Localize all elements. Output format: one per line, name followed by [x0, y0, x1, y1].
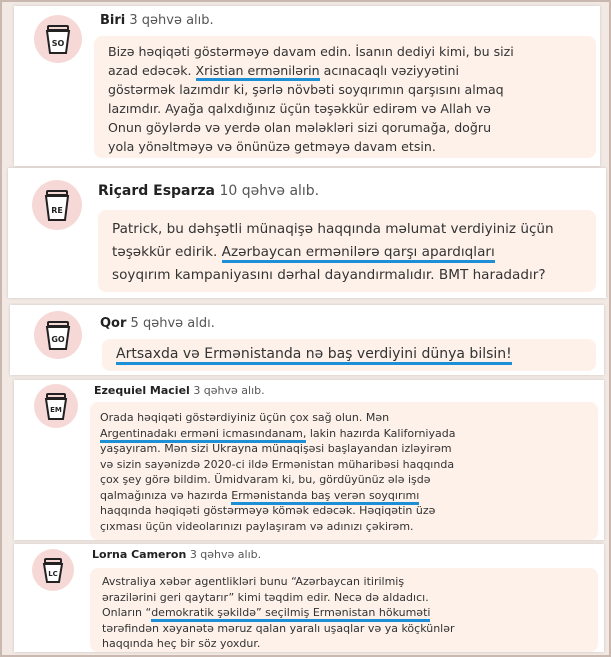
avatar-initials: SO [51, 39, 65, 48]
avatar-initials: RE [51, 206, 63, 215]
avatar-initials: EM [50, 406, 62, 414]
comment-line [100, 488, 598, 504]
comment-line [116, 343, 596, 365]
comment-text: tərəfindən xəyanətə məruz qalan yaralı uşaqlar və ya köçkünlər [102, 621, 455, 635]
comment-card [10, 305, 604, 375]
comment-text: lazımdır. Ayağa qalxdığınız üçün təşəkkür edirəm və Allah və [108, 101, 491, 116]
comment-text: Bizə həqiqəti göstərməyə davam edin. İsanın dediyi kimi, bu sizi [108, 44, 514, 59]
comment-bubble [90, 568, 598, 652]
avatar [32, 180, 82, 230]
comment-text: haqqında həqiqəti göstərməyə kömək edəcək. Həqiqətin üzə [100, 504, 436, 517]
comment-line [100, 519, 598, 535]
comment-header [94, 384, 265, 397]
comment-card [14, 380, 604, 540]
highlighted-phrase: Xristian ermənilərin [196, 63, 320, 81]
support-text: 5 qəhvə aldı. [130, 316, 215, 331]
comment-text: soyqırım kampaniyasını dərhal dayandırmalıdır. BMT haradadır? [112, 267, 546, 283]
comment-line [108, 118, 596, 137]
comment-line [108, 99, 596, 118]
comment-line [102, 605, 598, 621]
support-text: 3 qəhvə alıb. [129, 13, 214, 28]
avatar-initials: GO [51, 335, 65, 344]
support-text: 3 qəhvə alıb. [193, 384, 265, 397]
comment-text: azad edəcək. [108, 63, 196, 78]
supporter-name[interactable]: Qor [100, 316, 127, 331]
comment-line [112, 264, 596, 287]
comment-line [100, 410, 598, 426]
comment-text: ərazilərini geri qaytarır” kimi təqdim edir. Necə də aldadıcı. [102, 590, 429, 604]
comment-text: göstərmək lazımdır ki, şərlə növbəti soyqırımın qarşısını almaq [108, 82, 504, 97]
comment-body [102, 574, 598, 652]
comment-body [108, 42, 596, 156]
comment-body [100, 410, 598, 540]
comment-line [108, 61, 596, 80]
comment-text: lakin hazırda Kaliforniyada [306, 426, 456, 440]
comment-line [112, 218, 596, 241]
comment-header [100, 13, 214, 28]
comment-line [100, 503, 598, 519]
comment-bubble [102, 339, 596, 371]
comment-text: qalmağınıza və hazırda [100, 488, 232, 502]
comment-line [102, 621, 598, 637]
comment-text: Onun göylərdə və yerdə olan mələkləri sizi qorumağa, doğru [108, 120, 492, 135]
comment-line [102, 574, 598, 590]
comment-text: təşəkkür edirik. [112, 244, 222, 260]
comment-line [100, 441, 598, 457]
highlighted-phrase: Azərbaycan ermənilərə qarşı apardıqları [222, 244, 495, 263]
comment-line [102, 590, 598, 606]
support-text: 10 qəhvə alıb. [219, 183, 320, 199]
comment-text: haqqında heç bir söz yoxdur. [102, 637, 261, 650]
support-text: 3 qəhvə alıb. [189, 548, 262, 561]
comment-header [98, 183, 319, 199]
comment-text: Avstraliya xəbər agentlikləri bunu “Azərbaycan itirilmiş [102, 575, 405, 588]
comment-card [14, 544, 604, 652]
comment-text: Onların “ [102, 606, 152, 619]
comment-text: çıxması üçün videolarınızı paylaşıram və adınızı çəkirəm. [100, 519, 414, 533]
supporter-name[interactable]: Ezequiel Maciel [94, 384, 190, 397]
comment-text: Patrick, bu dəhşətli münaqişə haqqında məlumat verdiyiniz üçün [112, 221, 554, 237]
comment-bubble [90, 402, 598, 540]
comment-text: çox şey görə bildim. Ümidvaram ki, bu, gördüyünüz ələ işdə [100, 473, 431, 486]
supporter-name[interactable]: Lorna Cameron [92, 548, 187, 561]
comment-line [102, 636, 598, 652]
comment-text: yola yönəltməyə və önünüzə getməyə davam etsin. [108, 139, 436, 154]
comment-bubble [94, 36, 596, 158]
comment-line [108, 80, 596, 99]
avatar-initials: LC [48, 570, 58, 578]
comment-card [14, 6, 600, 166]
comment-text: və sizin sayənizdə 2020-ci ildə Ermənistan müharibəsi haqqında [100, 457, 455, 471]
coffee-cup-icon [42, 188, 72, 222]
avatar [34, 15, 82, 63]
comment-line [112, 241, 596, 264]
supporter-name[interactable]: Riçard Esparza [98, 183, 215, 199]
comment-text: acınacaqlı vəziyyətini [319, 63, 460, 78]
comment-card [8, 168, 606, 298]
comment-line [108, 42, 596, 61]
highlighted-phrase: demokratik şəkildə” seçilmiş Ermənistan hökuməti [151, 606, 430, 622]
comment-header [92, 548, 261, 561]
comment-line [100, 426, 598, 442]
highlighted-phrase: Artsaxda və Ermənistanda nə baş verdiyini dünya bilsin! [116, 346, 512, 365]
comment-line [108, 137, 596, 156]
comment-body [116, 343, 596, 365]
supporter-name[interactable]: Biri [100, 13, 126, 28]
avatar [32, 549, 74, 591]
comment-body [112, 218, 596, 287]
comment-header [100, 316, 215, 331]
avatar [34, 311, 82, 359]
highlighted-phrase: Ermənistanda baş verən soyqırımı [231, 489, 419, 505]
comment-text: yaşayıram. Mən sizi Ukrayna münaqişəsi başlayandan izləyirəm [100, 442, 452, 455]
comment-bubble [98, 210, 596, 292]
comment-line [100, 457, 598, 473]
comment-line [100, 472, 598, 488]
comment-text: Orada həqiqəti göstərdiyiniz üçün çox sağ olun. Mən [100, 411, 390, 424]
comment-line [100, 534, 598, 540]
highlighted-phrase: Argentinadakı erməni icmasındanam, [100, 427, 306, 443]
avatar [34, 384, 78, 428]
